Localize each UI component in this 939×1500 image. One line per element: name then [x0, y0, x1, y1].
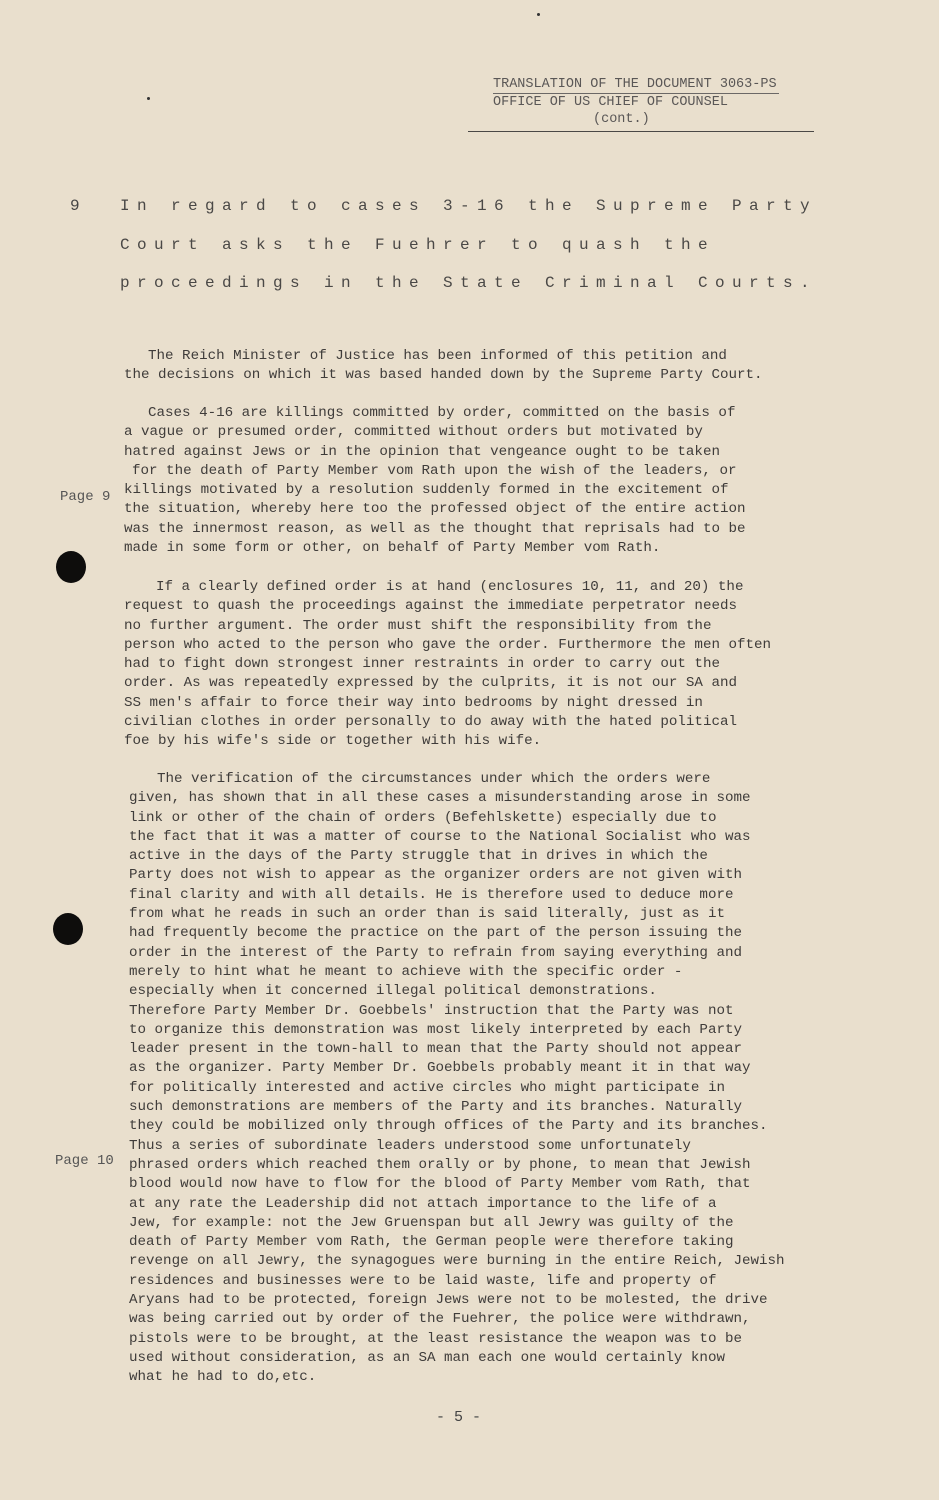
- text-line: phrased orders which reached them orally or by phone, to mean that Jewish: [129, 1156, 751, 1173]
- text-line: The verification of the circumstances under which the orders were: [157, 771, 711, 787]
- text-line: Therefore Party Member Dr. Goebbels' instruction that the Party was not: [129, 1002, 734, 1019]
- text-line: killings motivated by a resolution suddenly formed in the excitement of: [124, 482, 729, 499]
- paragraph-1: [124, 347, 763, 386]
- section-number: 9: [70, 197, 80, 215]
- header-rule: [468, 131, 814, 132]
- text-line: foe by his wife's side or together with his wife.: [124, 733, 542, 750]
- text-line: blood would now have to flow for the blood of Party Member vom Rath, that: [129, 1176, 751, 1193]
- header-line-office: OFFICE OF US CHIEF OF COUNSEL: [493, 95, 728, 110]
- text-line: hatred against Jews or in the opinion that vengeance ought to be taken: [124, 443, 720, 460]
- text-line: SS men's affair to force their way into bedrooms by night dressed in: [124, 694, 703, 711]
- punch-hole-lower: [53, 913, 83, 945]
- text-line: a vague or presumed order, committed without orders but motivated by: [124, 424, 703, 441]
- paragraph-3: [124, 578, 771, 752]
- paragraph-2: [124, 404, 746, 558]
- text-line: order. As was repeatedly expressed by the culprits, it is not our SA and: [124, 675, 737, 692]
- text-line: was the innermost reason, as well as the thought that reprisals had to be: [124, 520, 746, 537]
- text-line: for politically interested and active circles who might participate in: [129, 1079, 725, 1096]
- margin-note-page-10: Page 10: [55, 1153, 114, 1169]
- text-line: as the organizer. Party Member Dr. Goebbels probably meant it in that way: [129, 1060, 751, 1077]
- text-line: Jew, for example: not the Jew Gruenspan but all Jewry was guilty of the: [129, 1214, 734, 1231]
- text-line: The Reich Minister of Justice has been informed of this petition and: [148, 348, 727, 364]
- text-line: merely to hint what he meant to achieve with the specific order -: [129, 963, 683, 980]
- punch-hole-upper: [56, 551, 86, 583]
- text-line: pistols were to be brought, at the least resistance the weapon was to be: [129, 1330, 742, 1347]
- text-line: final clarity and with all details. He is therefore used to deduce more: [129, 886, 734, 903]
- text-line: revenge on all Jewry, the synagogues were burning in the entire Reich, Jewish: [129, 1253, 785, 1270]
- text-line: Party does not wish to appear as the organizer orders are not given with: [129, 867, 742, 884]
- text-line: to organize this demonstration was most likely interpreted by each Party: [129, 1021, 742, 1038]
- ink-speck: [147, 97, 150, 100]
- heading-line-3: proceedings in the State Criminal Courts.: [120, 274, 818, 292]
- text-line: at any rate the Leadership did not attach importance to the life of a: [129, 1195, 717, 1212]
- text-line: for the death of Party Member vom Rath upon the wish of the leaders, or: [132, 462, 737, 479]
- text-line: order in the interest of the Party to refrain from saying everything and: [129, 944, 742, 961]
- text-line: the situation, whereby here too the professed object of the entire action: [124, 501, 746, 518]
- text-line: death of Party Member vom Rath, the German people were therefore taking: [129, 1234, 734, 1251]
- text-line: had to fight down strongest inner restraints in order to carry out the: [124, 656, 720, 673]
- text-line: link or other of the chain of orders (Befehlskette) especially due to: [129, 809, 717, 826]
- text-line: If a clearly defined order is at hand (enclosures 10, 11, and 20) the: [156, 579, 744, 595]
- text-line: residences and businesses were to be laid waste, life and property of: [129, 1272, 717, 1289]
- text-line: active in the days of the Party struggle that in drives in which the: [129, 848, 708, 865]
- text-line: they could be mobilized only through offices of the Party and its branches.: [129, 1118, 768, 1135]
- text-line: leader present in the town-hall to mean that the Party should not appear: [129, 1041, 742, 1058]
- text-line: was being carried out by order of the Fuehrer, the police were withdrawn,: [129, 1311, 751, 1328]
- text-line: no further argument. The order must shift the responsibility from the: [124, 617, 712, 634]
- margin-note-page-9: Page 9: [60, 489, 111, 505]
- paragraph-4: [129, 770, 785, 1388]
- text-line: had frequently become the practice on the part of the person issuing the: [129, 925, 742, 942]
- header-line-document: TRANSLATION OF THE DOCUMENT 3063-PS: [493, 77, 777, 92]
- translation-header: [493, 76, 833, 128]
- text-line: the decisions on which it was based handed down by the Supreme Party Court.: [124, 367, 763, 384]
- text-line: Thus a series of subordinate leaders understood some unfortunately: [129, 1137, 691, 1154]
- ink-speck: [537, 13, 540, 16]
- heading-line-2: Court asks the Fuehrer to quash the: [120, 236, 716, 254]
- text-line: person who acted to the person who gave the order. Furthermore the men often: [124, 636, 772, 653]
- text-line: Aryans had to be protected, foreign Jews were not to be molested, the drive: [129, 1292, 768, 1309]
- text-line: Cases 4-16 are killings committed by order, committed on the basis of: [148, 405, 736, 421]
- text-line: made in some form or other, on behalf of Party Member vom Rath.: [124, 540, 661, 557]
- text-line: such demonstrations are members of the Party and its branches. Naturally: [129, 1099, 742, 1116]
- text-line: the fact that it was a matter of course to the National Socialist who was: [129, 828, 751, 845]
- text-line: from what he reads in such an order than is said literally, just as it: [129, 906, 725, 923]
- page-number: - 5 -: [436, 1409, 482, 1426]
- heading-line-1: In regard to cases 3-16 the Supreme Party: [120, 197, 818, 215]
- text-line: civilian clothes in order personally to do away with the hated political: [124, 714, 737, 731]
- text-line: given, has shown that in all these cases a misunderstanding arose in some: [129, 790, 751, 807]
- text-line: request to quash the proceedings against the immediate perpetrator needs: [124, 598, 737, 615]
- text-line: used without consideration, as an SA man each one would certainly know: [129, 1349, 725, 1366]
- text-line: especially when it concerned illegal political demonstrations.: [129, 983, 657, 1000]
- text-line: what he had to do,etc.: [129, 1369, 317, 1386]
- header-line-cont: (cont.): [593, 112, 650, 127]
